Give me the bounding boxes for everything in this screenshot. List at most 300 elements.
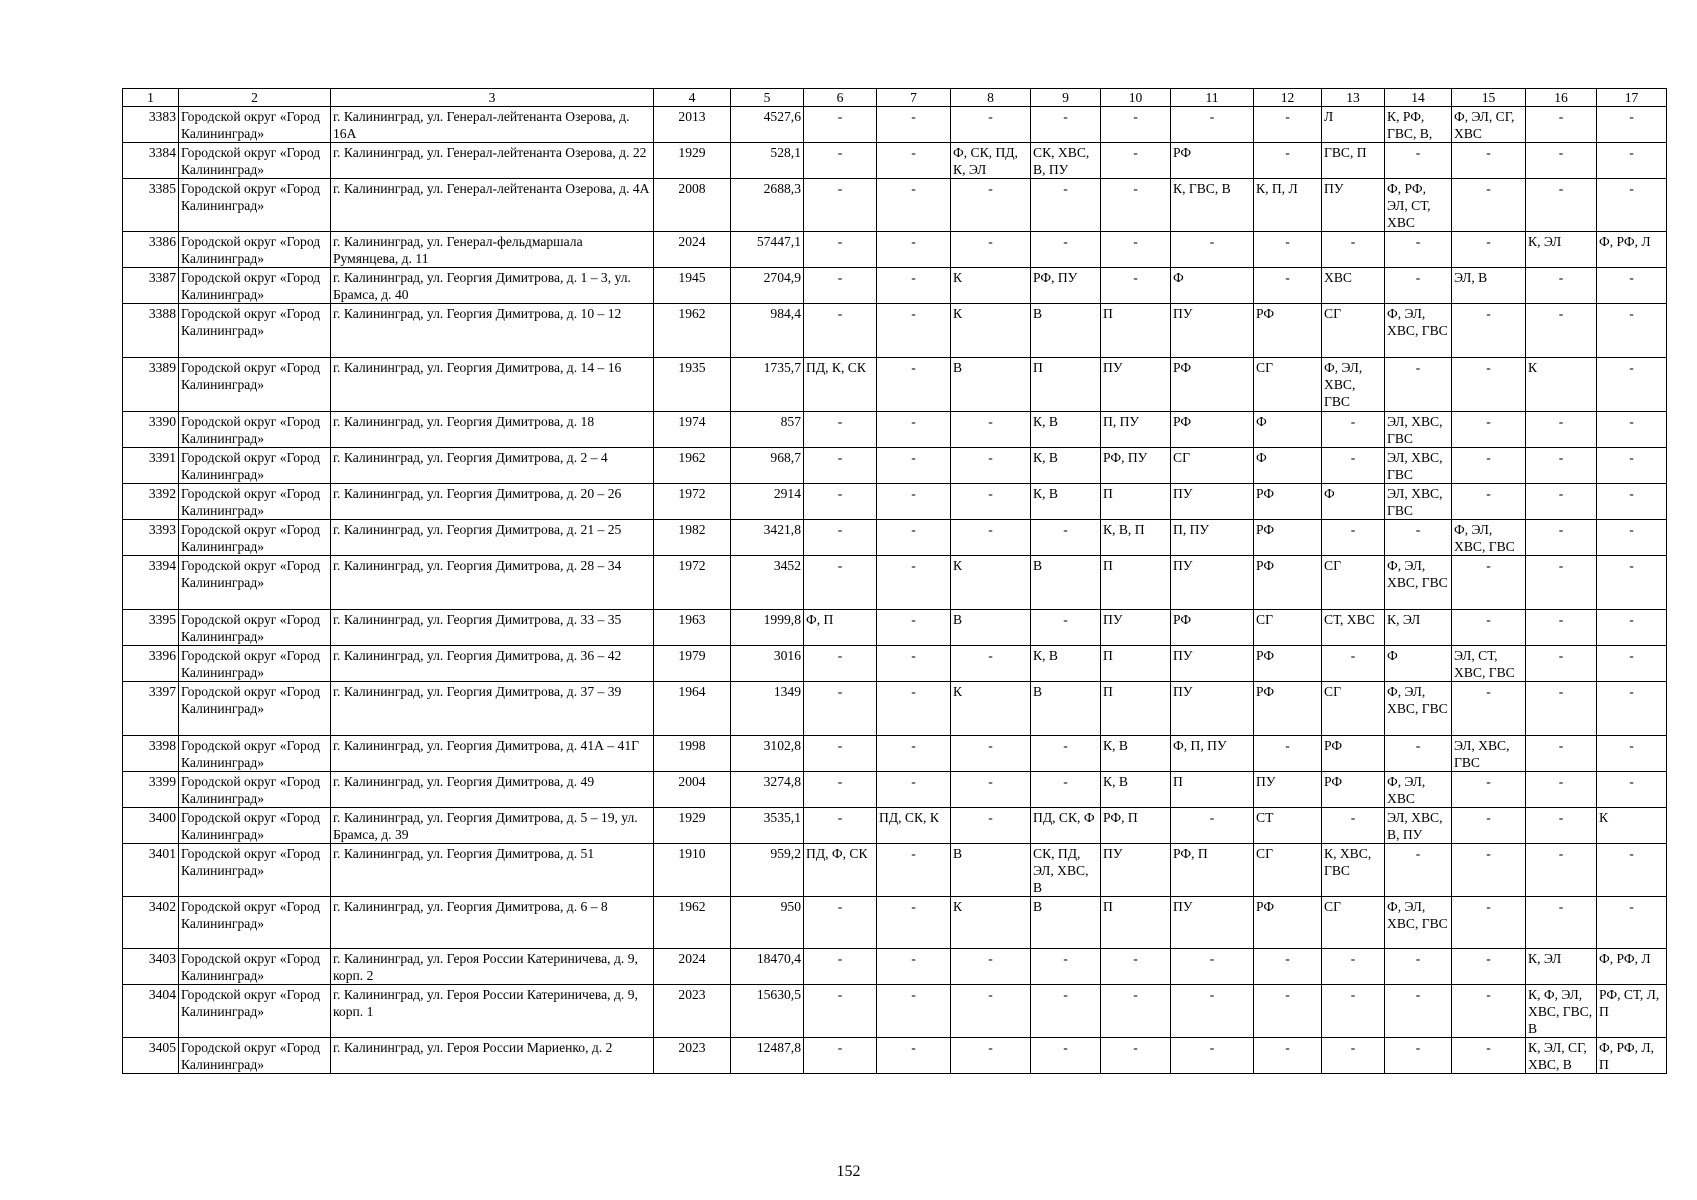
work-type-cell-14: - — [1385, 844, 1452, 897]
work-type-cell-13: ГВС, П — [1322, 143, 1385, 179]
work-type-cell-9: В — [1031, 304, 1101, 358]
work-type-cell-16: - — [1526, 610, 1597, 646]
table-row — [123, 772, 1667, 808]
address-cell: г. Калининград, ул. Георгия Димитрова, д. 20 – 26 — [331, 484, 654, 520]
municipality-cell: Городской округ «Город Калининград» — [179, 412, 331, 448]
work-type-cell-15: ЭЛ, ХВС, ГВС — [1452, 736, 1526, 772]
work-type-cell-12: РФ — [1254, 484, 1322, 520]
work-type-cell-15: - — [1452, 358, 1526, 412]
work-type-cell-7: - — [877, 520, 951, 556]
work-type-cell-9: РФ, ПУ — [1031, 268, 1101, 304]
area-cell: 3535,1 — [731, 808, 804, 844]
work-type-cell-14: Ф, ЭЛ, ХВС, ГВС — [1385, 556, 1452, 610]
work-type-cell-8: - — [951, 232, 1031, 268]
work-type-cell-7: - — [877, 143, 951, 179]
column-header-1: 1 — [123, 89, 179, 107]
work-type-cell-8: - — [951, 179, 1031, 232]
table-header — [123, 89, 1667, 107]
row-number-cell: 3385 — [123, 179, 179, 232]
work-type-cell-13: - — [1322, 646, 1385, 682]
table-row — [123, 107, 1667, 143]
housing-register-table — [122, 88, 1667, 1074]
work-type-cell-17: - — [1597, 107, 1667, 143]
work-type-cell-7: - — [877, 610, 951, 646]
work-type-cell-17: - — [1597, 412, 1667, 448]
column-number-row — [123, 89, 1667, 107]
work-type-cell-16: - — [1526, 646, 1597, 682]
work-type-cell-17: - — [1597, 736, 1667, 772]
work-type-cell-6: - — [804, 985, 877, 1038]
table-row — [123, 736, 1667, 772]
address-cell: г. Калининград, ул. Георгия Димитрова, д. 36 – 42 — [331, 646, 654, 682]
work-type-cell-7: - — [877, 232, 951, 268]
work-type-cell-13: СГ — [1322, 556, 1385, 610]
work-type-cell-10: П — [1101, 556, 1171, 610]
year-cell: 2024 — [654, 949, 731, 985]
work-type-cell-12: - — [1254, 949, 1322, 985]
work-type-cell-8: В — [951, 358, 1031, 412]
work-type-cell-7: - — [877, 897, 951, 949]
work-type-cell-6: - — [804, 412, 877, 448]
work-type-cell-9: - — [1031, 179, 1101, 232]
work-type-cell-10: П, ПУ — [1101, 412, 1171, 448]
work-type-cell-8: - — [951, 736, 1031, 772]
work-type-cell-12: СГ — [1254, 610, 1322, 646]
row-number-cell: 3396 — [123, 646, 179, 682]
column-header-11: 11 — [1171, 89, 1254, 107]
municipality-cell: Городской округ «Город Калининград» — [179, 268, 331, 304]
area-cell: 3102,8 — [731, 736, 804, 772]
work-type-cell-16: - — [1526, 107, 1597, 143]
work-type-cell-14: - — [1385, 143, 1452, 179]
work-type-cell-14: - — [1385, 736, 1452, 772]
area-cell: 857 — [731, 412, 804, 448]
municipality-cell: Городской округ «Город Калининград» — [179, 143, 331, 179]
work-type-cell-13: ХВС — [1322, 268, 1385, 304]
work-type-cell-11: СГ — [1171, 448, 1254, 484]
work-type-cell-13: - — [1322, 808, 1385, 844]
work-type-cell-7: - — [877, 772, 951, 808]
work-type-cell-8: - — [951, 484, 1031, 520]
work-type-cell-14: Ф, ЭЛ, ХВС, ГВС — [1385, 682, 1452, 736]
column-header-6: 6 — [804, 89, 877, 107]
work-type-cell-11: ПУ — [1171, 682, 1254, 736]
work-type-cell-10: ПУ — [1101, 358, 1171, 412]
work-type-cell-10: - — [1101, 1038, 1171, 1074]
year-cell: 1910 — [654, 844, 731, 897]
work-type-cell-14: ЭЛ, ХВС, ГВС — [1385, 484, 1452, 520]
table-row — [123, 897, 1667, 949]
row-number-cell: 3383 — [123, 107, 179, 143]
work-type-cell-8: К — [951, 682, 1031, 736]
work-type-cell-9: П — [1031, 358, 1101, 412]
work-type-cell-13: РФ — [1322, 736, 1385, 772]
work-type-cell-6: - — [804, 143, 877, 179]
work-type-cell-14: К, РФ, ГВС, В, — [1385, 107, 1452, 143]
work-type-cell-10: РФ, П — [1101, 808, 1171, 844]
work-type-cell-14: Ф, РФ, ЭЛ, СТ, ХВС — [1385, 179, 1452, 232]
work-type-cell-8: - — [951, 412, 1031, 448]
work-type-cell-12: - — [1254, 143, 1322, 179]
row-number-cell: 3389 — [123, 358, 179, 412]
area-cell: 2704,9 — [731, 268, 804, 304]
work-type-cell-11: - — [1171, 232, 1254, 268]
area-cell: 57447,1 — [731, 232, 804, 268]
work-type-cell-6: - — [804, 646, 877, 682]
work-type-cell-15: - — [1452, 844, 1526, 897]
work-type-cell-11: - — [1171, 1038, 1254, 1074]
work-type-cell-11: - — [1171, 107, 1254, 143]
column-header-5: 5 — [731, 89, 804, 107]
work-type-cell-12: - — [1254, 107, 1322, 143]
work-type-cell-14: - — [1385, 1038, 1452, 1074]
work-type-cell-12: РФ — [1254, 556, 1322, 610]
work-type-cell-7: - — [877, 412, 951, 448]
work-type-cell-14: - — [1385, 268, 1452, 304]
work-type-cell-16: К, ЭЛ, СГ, ХВС, В — [1526, 1038, 1597, 1074]
work-type-cell-14: Ф, ЭЛ, ХВС, ГВС — [1385, 897, 1452, 949]
work-type-cell-13: Ф — [1322, 484, 1385, 520]
address-cell: г. Калининград, ул. Героя России Катериничева, д. 9, корп. 2 — [331, 949, 654, 985]
table-row — [123, 985, 1667, 1038]
work-type-cell-7: - — [877, 985, 951, 1038]
work-type-cell-15: - — [1452, 484, 1526, 520]
row-number-cell: 3404 — [123, 985, 179, 1038]
work-type-cell-9: К, В — [1031, 646, 1101, 682]
work-type-cell-15: ЭЛ, СТ, ХВС, ГВС — [1452, 646, 1526, 682]
work-type-cell-8: - — [951, 646, 1031, 682]
address-cell: г. Калининград, ул. Генерал-лейтенанта Озерова, д. 4А — [331, 179, 654, 232]
work-type-cell-9: СК, ХВС, В, ПУ — [1031, 143, 1101, 179]
municipality-cell: Городской округ «Город Калининград» — [179, 179, 331, 232]
work-type-cell-7: - — [877, 646, 951, 682]
year-cell: 1929 — [654, 808, 731, 844]
municipality-cell: Городской округ «Город Калининград» — [179, 646, 331, 682]
work-type-cell-10: - — [1101, 949, 1171, 985]
work-type-cell-11: РФ, П — [1171, 844, 1254, 897]
work-type-cell-9: В — [1031, 897, 1101, 949]
work-type-cell-7: - — [877, 448, 951, 484]
work-type-cell-17: - — [1597, 304, 1667, 358]
work-type-cell-7: - — [877, 949, 951, 985]
work-type-cell-10: РФ, ПУ — [1101, 448, 1171, 484]
work-type-cell-14: ЭЛ, ХВС, В, ПУ — [1385, 808, 1452, 844]
area-cell: 984,4 — [731, 304, 804, 358]
address-cell: г. Калининград, ул. Георгия Димитрова, д. 21 – 25 — [331, 520, 654, 556]
table-row — [123, 520, 1667, 556]
work-type-cell-11: ПУ — [1171, 484, 1254, 520]
address-cell: г. Калининград, ул. Георгия Димитрова, д. 51 — [331, 844, 654, 897]
area-cell: 4527,6 — [731, 107, 804, 143]
address-cell: г. Калининград, ул. Георгия Димитрова, д. 18 — [331, 412, 654, 448]
area-cell: 3421,8 — [731, 520, 804, 556]
year-cell: 1979 — [654, 646, 731, 682]
work-type-cell-6: - — [804, 484, 877, 520]
municipality-cell: Городской округ «Город Калининград» — [179, 448, 331, 484]
work-type-cell-16: - — [1526, 772, 1597, 808]
table-row — [123, 268, 1667, 304]
year-cell: 2004 — [654, 772, 731, 808]
work-type-cell-9: - — [1031, 107, 1101, 143]
work-type-cell-13: ПУ — [1322, 179, 1385, 232]
work-type-cell-11: РФ — [1171, 412, 1254, 448]
work-type-cell-13: СГ — [1322, 897, 1385, 949]
work-type-cell-13: СГ — [1322, 304, 1385, 358]
work-type-cell-8: К — [951, 304, 1031, 358]
work-type-cell-9: - — [1031, 610, 1101, 646]
work-type-cell-10: - — [1101, 143, 1171, 179]
work-type-cell-17: Ф, РФ, Л — [1597, 232, 1667, 268]
area-cell: 12487,8 — [731, 1038, 804, 1074]
work-type-cell-12: РФ — [1254, 682, 1322, 736]
area-cell: 2688,3 — [731, 179, 804, 232]
column-header-12: 12 — [1254, 89, 1322, 107]
work-type-cell-16: - — [1526, 520, 1597, 556]
work-type-cell-9: ПД, СК, Ф — [1031, 808, 1101, 844]
work-type-cell-13: - — [1322, 985, 1385, 1038]
work-type-cell-12: РФ — [1254, 520, 1322, 556]
work-type-cell-12: СТ — [1254, 808, 1322, 844]
year-cell: 1963 — [654, 610, 731, 646]
work-type-cell-8: К — [951, 268, 1031, 304]
table-row — [123, 179, 1667, 232]
year-cell: 1962 — [654, 448, 731, 484]
work-type-cell-17: К — [1597, 808, 1667, 844]
address-cell: г. Калининград, ул. Героя России Катериничева, д. 9, корп. 1 — [331, 985, 654, 1038]
work-type-cell-17: Ф, РФ, Л, П — [1597, 1038, 1667, 1074]
work-type-cell-16: К, ЭЛ — [1526, 949, 1597, 985]
work-type-cell-8: - — [951, 985, 1031, 1038]
address-cell: г. Калининград, ул. Георгия Димитрова, д. 14 – 16 — [331, 358, 654, 412]
work-type-cell-10: П — [1101, 897, 1171, 949]
work-type-cell-16: - — [1526, 412, 1597, 448]
work-type-cell-6: - — [804, 232, 877, 268]
year-cell: 2013 — [654, 107, 731, 143]
work-type-cell-17: - — [1597, 844, 1667, 897]
municipality-cell: Городской округ «Город Калининград» — [179, 772, 331, 808]
work-type-cell-13: - — [1322, 949, 1385, 985]
work-type-cell-8: В — [951, 844, 1031, 897]
work-type-cell-6: - — [804, 949, 877, 985]
work-type-cell-9: - — [1031, 772, 1101, 808]
work-type-cell-15: - — [1452, 682, 1526, 736]
work-type-cell-10: П — [1101, 646, 1171, 682]
work-type-cell-15: - — [1452, 949, 1526, 985]
work-type-cell-14: Ф, ЭЛ, ХВС, ГВС — [1385, 304, 1452, 358]
column-header-16: 16 — [1526, 89, 1597, 107]
work-type-cell-11: РФ — [1171, 143, 1254, 179]
address-cell: г. Калининград, ул. Генерал-лейтенанта Озерова, д. 16А — [331, 107, 654, 143]
area-cell: 1999,8 — [731, 610, 804, 646]
work-type-cell-7: - — [877, 304, 951, 358]
column-header-2: 2 — [179, 89, 331, 107]
area-cell: 1349 — [731, 682, 804, 736]
work-type-cell-6: ПД, Ф, СК — [804, 844, 877, 897]
work-type-cell-6: ПД, К, СК — [804, 358, 877, 412]
work-type-cell-7: ПД, СК, К — [877, 808, 951, 844]
work-type-cell-7: - — [877, 107, 951, 143]
work-type-cell-15: - — [1452, 897, 1526, 949]
work-type-cell-15: Ф, ЭЛ, ХВС, ГВС — [1452, 520, 1526, 556]
work-type-cell-12: - — [1254, 1038, 1322, 1074]
work-type-cell-10: П — [1101, 682, 1171, 736]
row-number-cell: 3401 — [123, 844, 179, 897]
work-type-cell-17: - — [1597, 772, 1667, 808]
row-number-cell: 3399 — [123, 772, 179, 808]
work-type-cell-7: - — [877, 682, 951, 736]
row-number-cell: 3393 — [123, 520, 179, 556]
year-cell: 1974 — [654, 412, 731, 448]
work-type-cell-17: - — [1597, 143, 1667, 179]
work-type-cell-9: В — [1031, 556, 1101, 610]
work-type-cell-7: - — [877, 358, 951, 412]
work-type-cell-8: - — [951, 808, 1031, 844]
table-row — [123, 949, 1667, 985]
municipality-cell: Городской округ «Город Калининград» — [179, 610, 331, 646]
column-header-3: 3 — [331, 89, 654, 107]
municipality-cell: Городской округ «Город Калининград» — [179, 520, 331, 556]
area-cell: 528,1 — [731, 143, 804, 179]
work-type-cell-9: - — [1031, 232, 1101, 268]
work-type-cell-12: СГ — [1254, 358, 1322, 412]
work-type-cell-9: - — [1031, 736, 1101, 772]
municipality-cell: Городской округ «Город Калининград» — [179, 304, 331, 358]
work-type-cell-17: - — [1597, 897, 1667, 949]
work-type-cell-14: ЭЛ, ХВС, ГВС — [1385, 412, 1452, 448]
page-number: 152 — [836, 1163, 861, 1180]
work-type-cell-11: ПУ — [1171, 646, 1254, 682]
municipality-cell: Городской округ «Город Калининград» — [179, 682, 331, 736]
work-type-cell-16: К — [1526, 358, 1597, 412]
work-type-cell-16: - — [1526, 484, 1597, 520]
row-number-cell: 3400 — [123, 808, 179, 844]
address-cell: г. Калининград, ул. Георгия Димитрова, д. 41А – 41Г — [331, 736, 654, 772]
year-cell: 1982 — [654, 520, 731, 556]
table-row — [123, 646, 1667, 682]
work-type-cell-12: СГ — [1254, 844, 1322, 897]
year-cell: 1962 — [654, 304, 731, 358]
work-type-cell-11: Ф, П, ПУ — [1171, 736, 1254, 772]
address-cell: г. Калининград, ул. Георгия Димитрова, д. 10 – 12 — [331, 304, 654, 358]
address-cell: г. Калининград, ул. Генерал-фельдмаршала Румянцева, д. 11 — [331, 232, 654, 268]
work-type-cell-17: - — [1597, 646, 1667, 682]
work-type-cell-8: - — [951, 1038, 1031, 1074]
work-type-cell-6: - — [804, 682, 877, 736]
work-type-cell-8: Ф, СК, ПД, К, ЭЛ — [951, 143, 1031, 179]
work-type-cell-14: К, ЭЛ — [1385, 610, 1452, 646]
column-header-17: 17 — [1597, 89, 1667, 107]
work-type-cell-8: - — [951, 520, 1031, 556]
municipality-cell: Городской округ «Город Калининград» — [179, 107, 331, 143]
work-type-cell-15: - — [1452, 143, 1526, 179]
work-type-cell-9: - — [1031, 1038, 1101, 1074]
work-type-cell-15: - — [1452, 985, 1526, 1038]
column-header-10: 10 — [1101, 89, 1171, 107]
work-type-cell-12: - — [1254, 268, 1322, 304]
table-body — [123, 107, 1667, 1074]
work-type-cell-7: - — [877, 556, 951, 610]
work-type-cell-9: К, В — [1031, 412, 1101, 448]
work-type-cell-17: - — [1597, 610, 1667, 646]
work-type-cell-10: - — [1101, 268, 1171, 304]
work-type-cell-10: - — [1101, 107, 1171, 143]
address-cell: г. Калининград, ул. Георгия Димитрова, д. 33 – 35 — [331, 610, 654, 646]
work-type-cell-16: - — [1526, 179, 1597, 232]
row-number-cell: 3395 — [123, 610, 179, 646]
area-cell: 968,7 — [731, 448, 804, 484]
work-type-cell-13: Ф, ЭЛ, ХВС, ГВС — [1322, 358, 1385, 412]
work-type-cell-10: - — [1101, 232, 1171, 268]
work-type-cell-16: - — [1526, 304, 1597, 358]
municipality-cell: Городской округ «Город Калининград» — [179, 556, 331, 610]
work-type-cell-12: - — [1254, 232, 1322, 268]
row-number-cell: 3394 — [123, 556, 179, 610]
work-type-cell-6: - — [804, 736, 877, 772]
work-type-cell-14: - — [1385, 232, 1452, 268]
work-type-cell-6: - — [804, 897, 877, 949]
row-number-cell: 3388 — [123, 304, 179, 358]
work-type-cell-10: К, В — [1101, 736, 1171, 772]
row-number-cell: 3402 — [123, 897, 179, 949]
column-header-4: 4 — [654, 89, 731, 107]
year-cell: 1964 — [654, 682, 731, 736]
work-type-cell-11: П, ПУ — [1171, 520, 1254, 556]
work-type-cell-10: К, В, П — [1101, 520, 1171, 556]
area-cell: 959,2 — [731, 844, 804, 897]
work-type-cell-13: РФ — [1322, 772, 1385, 808]
work-type-cell-17: РФ, СТ, Л, П — [1597, 985, 1667, 1038]
work-type-cell-17: Ф, РФ, Л — [1597, 949, 1667, 985]
work-type-cell-16: - — [1526, 844, 1597, 897]
work-type-cell-17: - — [1597, 682, 1667, 736]
address-cell: г. Калининград, ул. Георгия Димитрова, д. 2 – 4 — [331, 448, 654, 484]
address-cell: г. Калининград, ул. Георгия Димитрова, д. 1 – 3, ул. Брамса, д. 40 — [331, 268, 654, 304]
work-type-cell-8: В — [951, 610, 1031, 646]
table-row — [123, 304, 1667, 358]
work-type-cell-15: - — [1452, 556, 1526, 610]
work-type-cell-9: В — [1031, 682, 1101, 736]
table-row — [123, 448, 1667, 484]
work-type-cell-11: РФ — [1171, 358, 1254, 412]
work-type-cell-17: - — [1597, 484, 1667, 520]
work-type-cell-6: - — [804, 556, 877, 610]
work-type-cell-12: РФ — [1254, 304, 1322, 358]
work-type-cell-10: П — [1101, 484, 1171, 520]
address-cell: г. Калининград, ул. Георгия Димитрова, д. 5 – 19, ул. Брамса, д. 39 — [331, 808, 654, 844]
municipality-cell: Городской округ «Город Калининград» — [179, 985, 331, 1038]
table-row — [123, 358, 1667, 412]
work-type-cell-8: К — [951, 897, 1031, 949]
work-type-cell-13: СГ — [1322, 682, 1385, 736]
work-type-cell-10: К, В — [1101, 772, 1171, 808]
work-type-cell-11: - — [1171, 985, 1254, 1038]
work-type-cell-16: - — [1526, 268, 1597, 304]
work-type-cell-12: РФ — [1254, 897, 1322, 949]
work-type-cell-8: К — [951, 556, 1031, 610]
area-cell: 3274,8 — [731, 772, 804, 808]
row-number-cell: 3387 — [123, 268, 179, 304]
column-header-9: 9 — [1031, 89, 1101, 107]
area-cell: 950 — [731, 897, 804, 949]
column-header-7: 7 — [877, 89, 951, 107]
work-type-cell-16: - — [1526, 808, 1597, 844]
work-type-cell-14: ЭЛ, ХВС, ГВС — [1385, 448, 1452, 484]
work-type-cell-12: К, П, Л — [1254, 179, 1322, 232]
municipality-cell: Городской округ «Город Калининград» — [179, 808, 331, 844]
table-row — [123, 808, 1667, 844]
year-cell: 2023 — [654, 985, 731, 1038]
work-type-cell-9: - — [1031, 520, 1101, 556]
